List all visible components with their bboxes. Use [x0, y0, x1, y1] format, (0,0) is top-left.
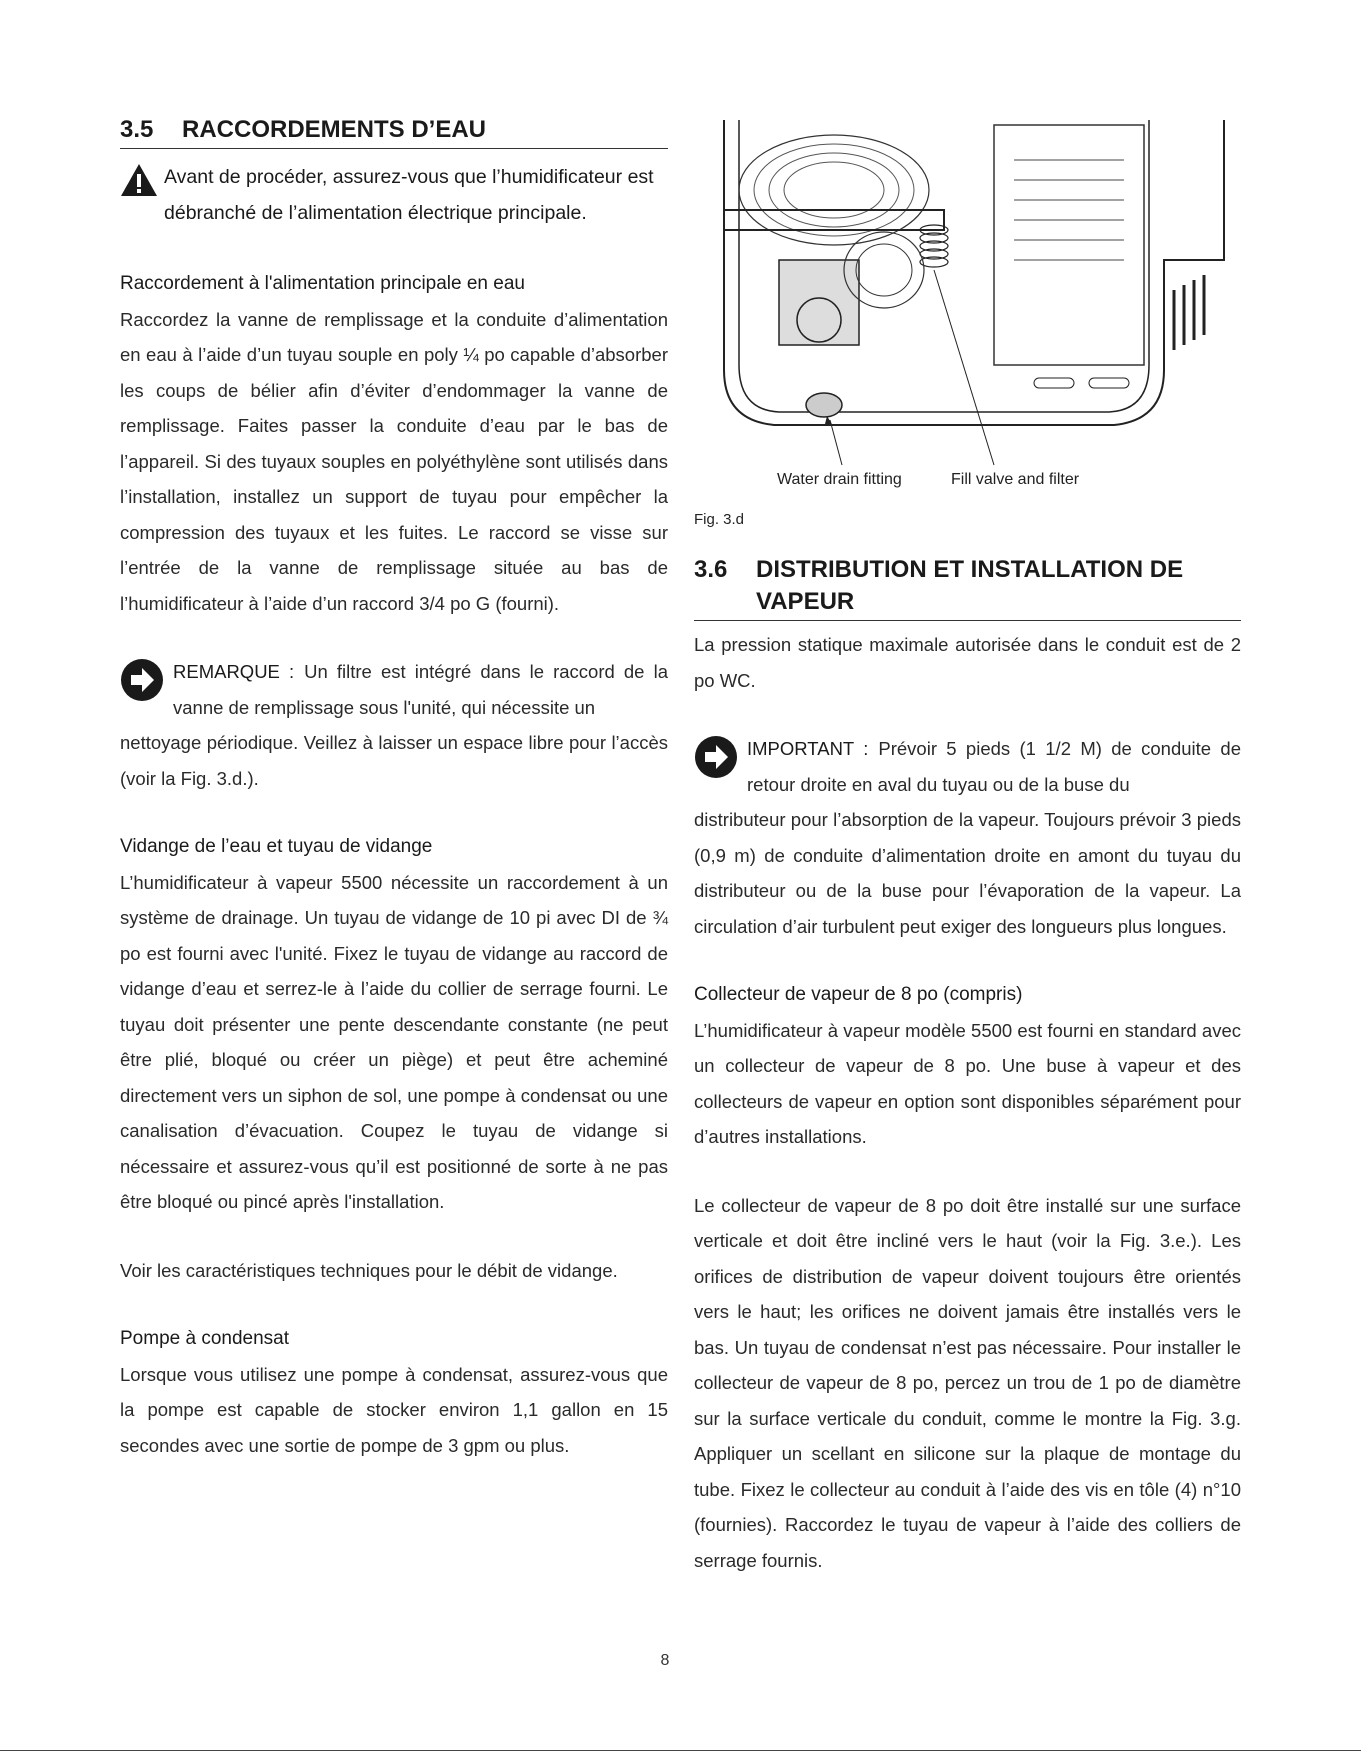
- manifold-text: L’humidificateur à vapeur modèle 5500 est fourni en standard avec un collecteur de vapeur de 8 po. Une buse à vapeur et des collecteurs de vapeur en option sont disponibles séparément pour d’autres installations.: [694, 1019, 1241, 1147]
- important-label: IMPORTANT :: [747, 738, 869, 759]
- note-text-rest: nettoyage périodique. Veillez à laisser un espace libre pour l’accès (voir la Fig. 3.d.).: [120, 732, 668, 789]
- arrow-right-icon: [694, 735, 738, 779]
- pressure-text: La pression statique maximale autorisée dans le conduit est de 2 po WC.: [694, 634, 1241, 691]
- important-block: [694, 731, 1241, 944]
- pump-heading: Pompe à condensat: [120, 1328, 290, 1349]
- left-column: [120, 114, 668, 1463]
- page-number: 8: [660, 1652, 670, 1669]
- section-heading-3-6: [694, 554, 1241, 621]
- pump-text: Lorsque vous utilisez une pompe à condensat, assurez-vous que la pompe est capable de stocker environ 1,1 gallon en 15 secondes avec une sortie de pompe de 3 gpm ou plus.: [120, 1363, 668, 1456]
- figure-3d: [694, 120, 1241, 540]
- section-title: DISTRIBUTION ET INSTALLATION DE VAPEUR: [756, 556, 1184, 615]
- note-first-line: [120, 654, 668, 725]
- drain-heading: Vidange de l’eau et tuyau de vidange: [120, 836, 433, 857]
- humidifier-drawing: [694, 120, 1241, 480]
- callout-fill-valve: Fill valve and filter: [951, 471, 1080, 488]
- callout-water-drain: Water drain fitting: [777, 471, 902, 488]
- section-title: RACCORDEMENTS D’EAU: [182, 116, 487, 143]
- note-label: REMARQUE :: [173, 661, 295, 682]
- important-text-rest: distributeur pour l’absorption de la vapeur. Toujours prévoir 3 pieds (0,9 m) de conduite d’alimentation droite en amont du tuyau du distributeur ou de la buse pour l’évaporation de la vapeur. La circulation d’air turbulent peut exiger des longueurs plus longues.: [694, 809, 1241, 937]
- figure-caption: Fig. 3.d: [694, 511, 745, 528]
- drain-text: L’humidificateur à vapeur 5500 nécessite un raccordement à un système de drainage. Un tuyau de vidange de 10 pi avec DI de ¾ po est fourni avec l'unité. Fixez le tuyau de vidange au raccord de vidange d’eau et serrez-le à l’aide du collier de serrage fourni. Le tuyau doit présenter une pente descendante constante (ne peut être plié, bloqué ou créer un piège) et peut être acheminé directement vers un siphon de sol, une pompe à condensat ou une canalisation d’évacuation. Coupez le tuyau de vidange si nécessaire et assurez-vous qu’il est positionné de sorte à ne pas être bloqué ou pincé après l'installation.: [120, 871, 668, 1212]
- warning-icon: [120, 163, 158, 197]
- install-text: Le collecteur de vapeur de 8 po doit être installé sur une surface verticale et doit être incliné vers le haut (voir la Fig. 3.e.). Les orifices de distribution de vapeur doivent toujours être orientés vers le haut; les orifices ne doivent jamais être installés vers le bas. Un tuyau de condensat n’est pas nécessaire. Pour installer le collecteur de vapeur de 8 po, percez un trou de 1 po de diamètre sur la surface verticale du conduit, comme le montre la Fig. 3.g. Appliquer un scellant en silicone sur la plaque de montage du tube. Fixez le collecteur au conduit à l’aide des vis en tôle (4) n°10 (fournies). Raccordez le tuyau de vapeur à l’aide des colliers de serrage fournis.: [694, 1194, 1241, 1571]
- supply-heading: Raccordement à l'alimentation principale en eau: [120, 273, 525, 294]
- right-column: [694, 120, 1241, 1578]
- note-block: [120, 654, 668, 796]
- section-number: 3.6: [694, 556, 728, 583]
- warning-notice: [120, 159, 668, 231]
- section-heading-3-5: [120, 114, 668, 149]
- important-first-line: [694, 731, 1241, 802]
- important-text-first: Prévoir 5 pieds (1 1/2 M) de conduite de retour droite en aval du tuyau ou de la buse du: [747, 738, 1241, 795]
- arrow-right-icon: [120, 658, 164, 702]
- note-text-first: Un filtre est intégré dans le raccord de la vanne de remplissage sous l'unité, qui nécessite un: [173, 661, 668, 718]
- manifold-heading: Collecteur de vapeur de 8 po (compris): [694, 984, 1023, 1005]
- specs-note: Voir les caractéristiques techniques pour le débit de vidange.: [120, 1259, 618, 1281]
- footer-rule: [0, 1750, 1361, 1751]
- supply-text: Raccordez la vanne de remplissage et la conduite d’alimentation en eau à l’aide d’un tuyau souple en poly ¼ po capable d’absorber les coups de bélier afin d’éviter d’endommager la vanne de remplissage. Faites passer la conduite d’eau par le bas de l’appareil. Si des tuyaux souples en polyéthylène sont utilisés dans l’installation, installez un support de tuyau pour empêcher la compression des tuyaux et les fuites. Le raccord se visse sur l’entrée de la vanne de remplissage située au bas de l’humidificateur à l’aide d’un raccord 3/4 po G (fourni).: [120, 308, 668, 614]
- section-number: 3.5: [120, 116, 154, 143]
- warning-text: Avant de procéder, assurez-vous que l’humidificateur est débranché de l’alimentation électrique principale.: [164, 166, 654, 224]
